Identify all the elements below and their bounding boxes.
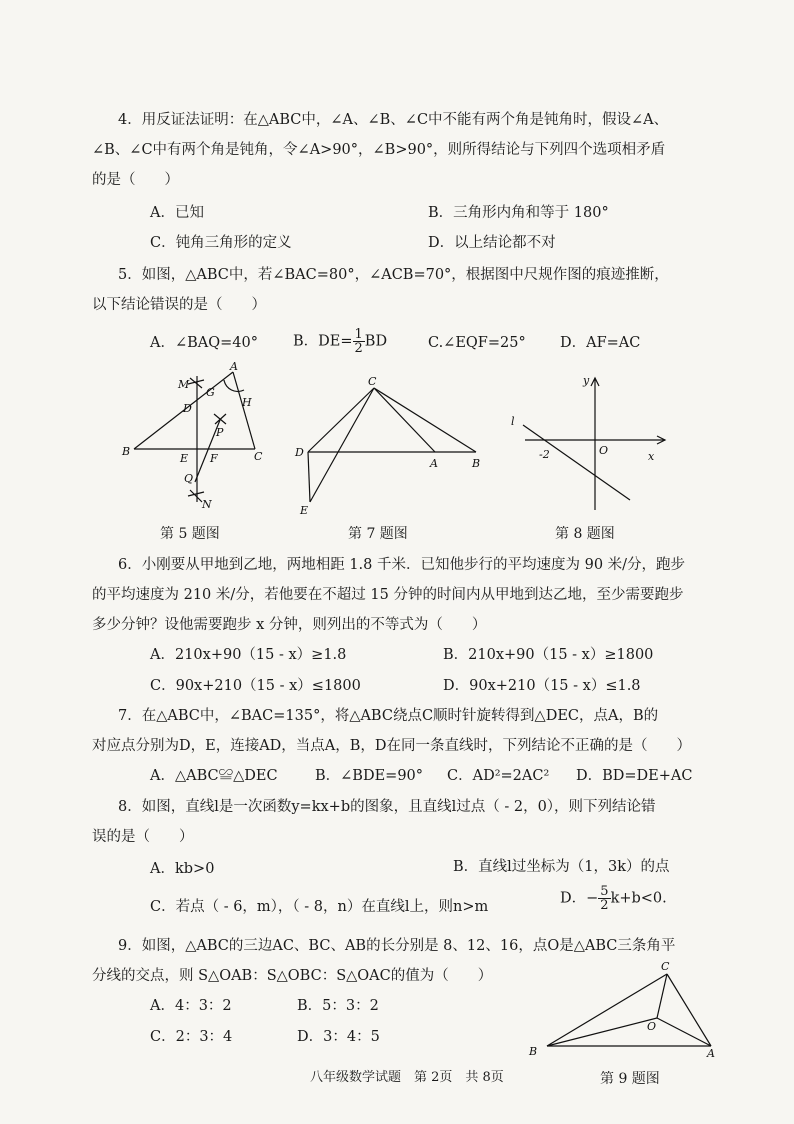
q4-line3: 的是（ ） (92, 172, 179, 188)
fig5-label-b: B (122, 445, 131, 458)
q5-fraction (353, 328, 365, 355)
q6-line3: 多少分钟？设他需要跑步 x 分钟，则列出的不等式为（ ） (92, 617, 487, 633)
q5-line2: 以下结论错误的是（ ） (92, 297, 266, 313)
q5-option-b-suffix: BD (364, 333, 388, 350)
q5-option-c: C.∠EQF=25° (428, 335, 526, 351)
fig8-label-x: x (648, 450, 655, 463)
fig5-label-g: G (206, 386, 215, 399)
figure-8 (505, 370, 675, 518)
fig5-label-h: H (242, 396, 252, 409)
q4-line2: ∠B、∠C中有两个角是钝角，令∠A>90°，∠B>90°，则所得结论与下列四个选项相矛盾 (92, 142, 666, 158)
q8-option-d (560, 885, 667, 912)
q7-line1: 7．在△ABC中，∠BAC=135°，将△ABC绕点C顺时针旋转得到△DEC，点A，B的 (118, 708, 659, 724)
fig5-label-n: N (202, 498, 212, 511)
fig5-label-p: P (216, 426, 224, 439)
fig5-label-d: D (183, 402, 192, 415)
q9-option-c: C．2：3：4 (150, 1029, 233, 1045)
q6-option-a: A．210x+90（15 - x）≥1.8 (150, 647, 347, 663)
q4-option-c: C．钝角三角形的定义 (150, 235, 292, 251)
q8-option-b: B．直线l过坐标为（1，3k）的点 (453, 859, 670, 875)
q8-option-d-suffix: k+b<0. (610, 890, 667, 907)
fig9-caption: 第 9 题图 (600, 1071, 660, 1087)
fig8-caption: 第 8 题图 (555, 526, 615, 542)
fig7-label-b: B (472, 457, 481, 470)
q8-line1: 8．如图，直线l是一次函数y=kx+b的图象，且直线l过点（ - 2，0），则下列结论错 (118, 799, 656, 815)
q4-option-a: A．已知 (150, 205, 204, 221)
q8-option-a: A．kb>0 (150, 861, 215, 877)
q4-line1: 4．用反证法证明：在△ABC中，∠A、∠B、∠C中不能有两个角是钝角时，假设∠A、 (118, 112, 669, 128)
figure-9 (525, 958, 725, 1064)
q7-option-c: C．AD²=2AC² (447, 768, 550, 784)
fig7-label-d: D (295, 446, 304, 459)
q9-option-d: D．3：4：5 (297, 1029, 380, 1045)
q6-option-d: D．90x+210（15 - x）≤1.8 (443, 678, 641, 694)
fig5-label-f: F (210, 452, 218, 465)
q4-option-d: D．以上结论都不对 (428, 235, 556, 251)
fig7-caption: 第 7 题图 (348, 526, 408, 542)
fig9-label-a: A (707, 1047, 715, 1060)
q5-option-b (293, 328, 387, 355)
fig5-label-c: C (254, 450, 263, 463)
fig9-label-c: C (661, 960, 670, 973)
q6-line1: 6．小刚要从甲地到乙地，两地相距 1.8 千米．已知他步行的平均速度为 90 米/分，跑步 (118, 557, 686, 573)
fig5-caption: 第 5 题图 (160, 526, 220, 542)
q7-option-b: B．∠BDE=90° (315, 768, 424, 784)
fig5-label-e: E (180, 452, 189, 465)
q5-option-d: D．AF=AC (560, 335, 641, 351)
fig8-label-o: O (599, 444, 609, 457)
figure-7 (290, 372, 490, 520)
q7-option-a: A．△ABC≌△DEC (150, 768, 278, 784)
q6-option-b: B．210x+90（15 - x）≥1800 (443, 647, 654, 663)
q9-option-a: A．4：3：2 (150, 998, 232, 1014)
q7-option-d: D．BD=DE+AC (576, 768, 693, 784)
page-footer: 八年级数学试题 第 2页 共 8页 (310, 1070, 504, 1085)
q4-option-b: B．三角形内角和等于 180° (428, 205, 609, 221)
q5-fraction-denominator: 2 (354, 341, 363, 356)
fig8-label-y: y (583, 374, 590, 387)
q9-line2: 分线的交点，则 S△OAB：S△OBC：S△OAC的值为（ ） (92, 968, 493, 984)
q9-option-b: B．5：3：2 (297, 998, 379, 1014)
q8-option-d-prefix: D．− (560, 890, 599, 907)
q5-option-b-prefix: B．DE= (293, 333, 353, 350)
fig9-label-o: O (647, 1020, 657, 1033)
fig7-label-a: A (430, 457, 438, 470)
fig8-label-minus2: -2 (539, 448, 550, 461)
fig9-label-b: B (529, 1045, 538, 1058)
q6-option-c: C．90x+210（15 - x）≤1800 (150, 678, 361, 694)
fig7-label-c: C (368, 375, 377, 388)
q5-line1: 5．如图，△ABC中，若∠BAC=80°，∠ACB=70°，根据图中尺规作图的痕迹推断， (118, 267, 669, 283)
q8-line2: 误的是（ ） (92, 829, 194, 845)
fig8-label-l: l (511, 415, 515, 428)
q8-option-c: C．若点（ - 6，m），（ - 8，n）在直线l上，则n>m (150, 899, 489, 915)
q7-line2: 对应点分别为D，E，连接AD，当点A，B，D在同一条直线时，下列结论不正确的是（ ） (92, 738, 692, 754)
q8-fraction (598, 885, 610, 912)
q6-line2: 的平均速度为 210 米/分，若他要在不超过 15 分钟的时间内从甲地到达乙地，至少需要跑步 (92, 587, 684, 603)
q8-fraction-denominator: 2 (600, 898, 609, 913)
fig5-label-m: M (178, 378, 190, 391)
q5-option-a: A．∠BAQ=40° (150, 335, 258, 351)
q9-line1: 9．如图，△ABC的三边AC、BC、AB的长分别是 8、12、16，点O是△ABC三条角平 (118, 938, 676, 954)
figure-5 (120, 362, 270, 512)
fig7-label-e: E (300, 504, 309, 517)
q5-fraction-numerator: 1 (354, 327, 363, 342)
fig5-label-a: A (230, 362, 238, 373)
q8-fraction-numerator: 5 (600, 884, 609, 899)
fig5-label-q: Q (184, 472, 194, 485)
